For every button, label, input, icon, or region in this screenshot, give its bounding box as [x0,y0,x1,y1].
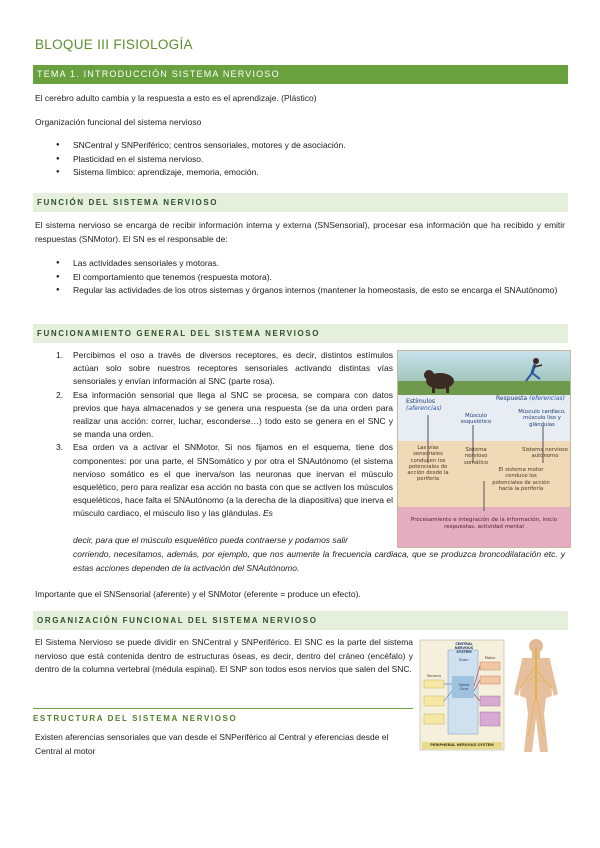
autonomo-label: Sistema nervioso autónomo [522,447,568,460]
funcion-bullet-list [35,257,565,298]
list-item: ● Sistema límbico: aprendizaje, memoria, emoción. [35,166,565,180]
importante-line: Importante que el SNSensorial (aferente) y el SNMotor (eferente = produce un efecto). [35,589,361,599]
tema-heading-bar: TEMA 1. INTRODUCCIÓN SISTEMA NERVIOSO [33,65,568,84]
musculo-esqueletico-label: Músculo esquelético [460,413,492,426]
aferencias-label: (aferencias) [406,405,442,412]
funcionamiento-heading: FUNCIONAMIENTO GENERAL DEL SISTEMA NERVIOSO [33,324,568,343]
nervous-system-flow-figure [397,350,571,548]
list-item: ● SNCentral y SNPeriférico; centros sensoriales, motores y de asociación. [35,139,565,153]
spinal-cord-label: Spinal Cord [458,683,470,691]
intro-line: El cerebro adulto cambia y la respuesta a esto es el aprendizaje. (Plástico) [35,93,317,103]
list-item: 2. Esa información sensorial que llega al SNC se procesa, se compara con datos previos que haya almacenados y se genera una respuesta (se da una orden para realizar una acción: correr, luchar, esconderse…) todo esto se genera en el SNC y se manda una orden. [56,389,393,440]
org-bullet-list [35,139,565,180]
musculo-cardiaco-label: Músculo cardíaco, músculo liso y glándulas [518,409,566,428]
cns-label: CENTRAL NERVOUS SYSTEM [454,642,474,654]
respuesta-label: Respuesta [496,395,528,402]
cns-pns-illustration [418,636,568,754]
funcionamiento-steps [35,349,393,521]
organizacion-heading: ORGANIZACIÓN FUNCIONAL DEL SISTEMA NERVIOSO [33,611,568,630]
funcion-paragraph: El sistema nervioso se encarga de recibir información interna y externa (SNSensorial), procesar esa información que ha recibido y emitir respuestas (SNMotor). El SN es el responsable de: [35,220,565,244]
funcion-heading: FUNCIÓN DEL SISTEMA NERVIOSO [33,193,568,212]
italic-continuation-2: corriendo, necesitamos, además, por ejemplo, que nos aumente la frecuencia cardiaca, que se produzca broncodilatación etc. y estas acciones dependen de la activación del SNAutónomo. [73,549,565,573]
cns-pns-figure [418,636,568,754]
list-item: ● Regular las actividades de los otros sistemas y órganos internos (mantener la homeostasis, de esto se encarga el SNAutónomo) [35,284,565,298]
estructura-heading: ESTRUCTURA DEL SISTEMA NERVIOSO [33,708,413,730]
estimulos-label: Estímulos [406,398,436,405]
list-item: ● Plasticidad en el sistema nervioso. [35,153,565,167]
page-title: BLOQUE III FISIOLOGÍA [35,37,193,52]
list-item: ● Las actividades sensoriales y motoras. [35,257,565,271]
motor-label: Motor [484,656,496,660]
brain-label: Brain [459,658,469,662]
somatico-label: Sistema nervioso somático [463,447,489,466]
list-item: ● El comportamiento que tenemos (respuesta motora). [35,271,565,285]
procesamiento-label: Procesamiento e integración de la información, inicio respuestas, actividad mental [410,517,558,530]
pns-label: PERIPHERAL NERVOUS SYSTEM [430,743,494,747]
vias-sensoriales-label: Las vías sensoriales conducen los potenciales de acción desde la periferia [407,445,449,483]
sensory-label: Sensory [426,674,442,678]
sistema-motor-label: El sistema motor conduce los potenciales de acción hacia la periferia [492,467,550,492]
list-item: 1. Percibimos el oso a través de diversos receptores, es decir, distintos estímulos actúan solo sobre nuestros receptores sensoriales activando distintas vías sensoriales y envían información al SNC (parte rosa). [56,350,393,387]
org-title: Organización funcional del sistema nervioso [35,117,202,127]
organizacion-paragraph: El Sistema Nervioso se puede dividir en SNCentral y SNPeriférico. El SNC es la parte del sistema nervioso que está contenida dentro de estructuras óseas, es decir, dentro del cráneo (encéfalo) y dentro de la columna vertebral (médula espinal). El SNP son todos esos nervios que salen del SNC. [35,637,413,674]
italic-continuation-1: decir, para que el músculo esquelético pueda contraerse y podamos salir [73,535,348,545]
estructura-paragraph: Existen aferencias sensoriales que van desde el SNPeriférico al Central y eferencias desde el Central al motor [35,732,389,756]
list-item: 3. Esa orden va a activar el SNMotor. Si nos fijamos en el esquema, tiene dos componentes: por una parte, el SNSomático y por otra el SNAutónomo (el sistema nervioso somático es el que inerva/son las neuronas que inervan el músculo esquelético, pero para realizar esa acción no basta con que se activen los músculos esqueléticos, hace falta el SNAutónomo (a la derecha de la diapositiva) que inerva el músculo cardiaco, el músculo liso y las glándulas. Es [56,442,393,519]
eferencias-label: (eferencias) [529,395,566,402]
